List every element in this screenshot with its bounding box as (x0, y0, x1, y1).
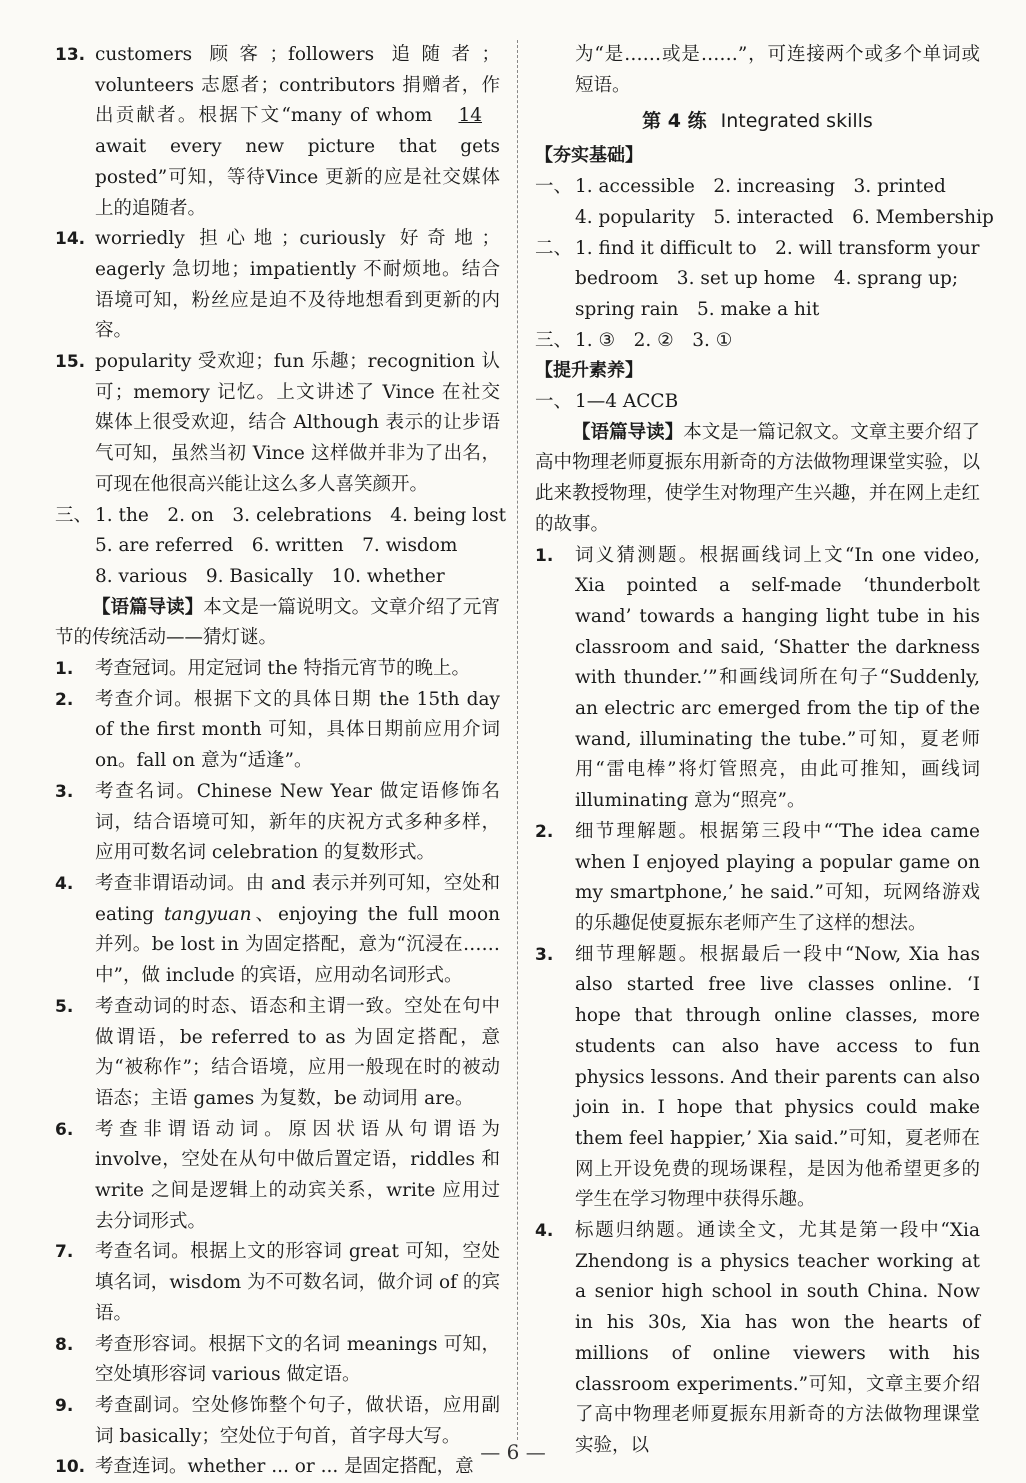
item-number: 13. (55, 45, 86, 65)
item-text: worriedly 担心地；curiously 好奇地；eagerly 急切地；impatiently 不耐烦地。结合语境可知，粉丝应是迫不及待地想看到更新的内容。 (95, 228, 500, 342)
section-label: 三、 (55, 504, 93, 526)
section-label: 二、 (535, 237, 573, 259)
item-text: 考查连词。whether ... or ... 是固定搭配，意 (95, 1456, 474, 1478)
item-text: 考查非谓语动词。由 and 表示并列可知，空处和 eating (95, 872, 500, 925)
item-number: 15. (55, 352, 86, 373)
answers-line: spring rain 5. make a hit (575, 298, 820, 320)
passage-intro (535, 418, 980, 541)
item-text: 考查名词。Chinese New Year 做定语修饰名词，结合语境可知，新年的庆祝方式多种多样，应用可数名词 celebration 的复数形式。 (95, 780, 500, 864)
answers-line: 5. are referred 6. written 7. wisdom (95, 535, 458, 557)
item-text: customers 顾客；followers 追随者；volunteers 志愿者；contributors 捐赠者，作出贡献者。根据下文“many of whom (95, 44, 500, 127)
item-text: 细节理解题。根据第三段中“‘The idea came when I enjoyed playing a popular game on my smartphone,’ he said.”可知，玩网络游戏的乐趣促使夏振东老师产生了这样的想法。 (575, 820, 980, 934)
column-divider (517, 40, 518, 1440)
right-column (535, 40, 994, 1462)
item-number: 2. (55, 689, 74, 710)
passage-intro (55, 593, 500, 654)
answers-line: bedroom 3. set up home 4. sprang up; (575, 268, 959, 290)
section-one-answers (535, 172, 994, 233)
lesson-name: Integrated skills (720, 110, 873, 133)
item-number: 3. (535, 944, 554, 965)
left-column (55, 40, 507, 1483)
section-two-answers (535, 234, 980, 326)
explanation-5 (55, 992, 500, 1115)
item-text: 考查名词。根据上文的形容词 great 可知，空处填名词，wisdom 为不可数名词，做介词 of 的宾语。 (95, 1241, 500, 1324)
answers-line: 8. various 9. Basically 10. whether (95, 565, 445, 587)
item-text: 、enjoying the full moon 并列。be lost in 为固定搭配，意为“沉浸在……中”，做 include 的宾语，应用动名词形式。 (95, 903, 501, 987)
intro-text: 本文是一篇说明文。文章介绍了元宵节的传统活动——猜灯谜。 (55, 596, 500, 649)
answers-line: 1. find it difficult to 2. will transform your (575, 237, 980, 259)
explanation-2 (55, 685, 500, 777)
answers-line: 1. ③ 2. ② 3. ① (575, 329, 733, 351)
item-text: 考查动词的时态、语态和主谓一致。空处在句中做谓语，be referred to as 为固定搭配，意为“被称作”；结合语境，应用一般现在时的被动语态；主语 games 为复数，be 动词用 are。 (95, 995, 500, 1109)
answer-14 (55, 224, 500, 347)
explanation-4 (55, 869, 500, 992)
item-number: 1. (55, 659, 74, 680)
item-number: 7. (55, 1242, 74, 1263)
explanation-1 (535, 541, 980, 817)
explanation-2 (535, 817, 980, 940)
item-text: 标题归纳题。通读全文，尤其是第一段中“Xia Zhendong is a physics teacher working at a senior high school in south China. Now in his 30s, Xia has won the hearts of millions of online viewers with his classroom experiments.”可知，文章主要介绍了高中物理老师夏振东用新奇的方法做物理课堂实验，以 (575, 1220, 980, 1456)
item-number: 5. (55, 996, 74, 1017)
intro-tag: 【语篇导读】 (92, 596, 204, 618)
item-text: 考查冠词。用定冠词 the 特指元宵节的晚上。 (95, 658, 471, 680)
italic-word: tangyuan (163, 903, 252, 925)
item-number: 10. (55, 1457, 86, 1478)
section-three-answers (55, 501, 507, 593)
item-text: 细节理解题。根据最后一段中“Now, Xia has also started free live classes online. ‘I hope that through online classes, more students can also have access to fun physics lessons. And their parents can also join in. I hope that physics could make them feel happier,’ Xia said.”可知，夏老师在网上开设免费的现场课程，是因为他希望更多的学生在学习物理中获得乐趣。 (575, 943, 980, 1211)
item-number: 3. (55, 781, 74, 802)
answer-13 (55, 40, 500, 224)
section-label: 一、 (535, 176, 573, 198)
intro-text: 本文是一篇记叙文。文章主要介绍了高中物理老师夏振东用新奇的方法做物理课堂实验，以此来教授物理，使学生对物理产生兴趣，并在网上走红的故事。 (535, 421, 980, 535)
explanation-1 (55, 654, 500, 685)
item-text: 考查非谓语动词。原因状语从句谓语为 involve，空处在从句中做后置定语，riddles 和 write 之间是逻辑上的动宾关系，write 应用过去分词形式。 (95, 1118, 500, 1232)
lesson-title (535, 103, 980, 139)
answers-line: 1—4 ACCB (575, 391, 679, 413)
item-number: 4. (535, 1221, 554, 1242)
section-four-answers (535, 387, 980, 418)
item-text: 词义猜测题。根据画线词上文“In one video, Xia pointed a self-made ‘thunderbolt wand’ towards a hanging light tube in his classroom and said, ‘Shatter the darkness with thunder.’”和画线词所在句子“Suddenly, an electric arc emerged from the tip of the wand, illuminating the tube.”可知，夏老师用“雷电棒”将灯管照亮，由此可推知，画线词illuminating 意为“照亮”。 (575, 544, 980, 812)
item-text: 考查形容词。根据下文的名词 meanings 可知，空处填形容词 various 做定语。 (95, 1333, 500, 1386)
intro-tag: 【语篇导读】 (572, 421, 684, 443)
explanation-4 (535, 1216, 980, 1462)
section-label: 三、 (535, 329, 573, 351)
item-number: 9. (55, 1395, 74, 1416)
blank-number: 14 (458, 105, 482, 127)
section-three-answers (535, 326, 980, 357)
item-number: 2. (535, 821, 554, 842)
item-number: 1. (535, 545, 554, 566)
explanation-8 (55, 1330, 500, 1391)
section-heading-foundation: 【夯实基础】 (535, 145, 643, 167)
item-number: 4. (55, 873, 74, 894)
explanation-7 (55, 1237, 500, 1329)
section-label: 一、 (535, 391, 573, 413)
item-text: popularity 受欢迎；fun 乐趣；recognition 认可；memory 记忆。上文讲述了 Vince 在社交媒体上很受欢迎，结合 Although 表示的让步语气可知，虽然当初 Vince 这样做并非为了出名，可现在他很高兴能让这么多人喜笑颜开。 (95, 351, 500, 495)
answers-line: 4. popularity 5. interacted 6. Membership (575, 206, 994, 228)
item-text: await every new picture that gets posted”可知，等待Vince 更新的应是社交媒体上的追随者。 (95, 136, 500, 219)
answers-line: 1. the 2. on 3. celebrations 4. being lost (95, 504, 507, 526)
explanation-6 (55, 1115, 500, 1238)
item-number: 8. (55, 1334, 74, 1355)
item-number: 14. (55, 229, 86, 250)
item-text: 考查副词。空处修饰整个句子，做状语，应用副词 basically；空处位于句首，首字母大写。 (95, 1394, 500, 1447)
lesson-number: 第 4 练 (642, 110, 707, 133)
item-number: 6. (55, 1119, 74, 1140)
explanation-3 (55, 777, 500, 869)
section-heading-improve: 【提升素养】 (535, 360, 643, 382)
answer-15 (55, 347, 500, 501)
continued-text: 为“是……或是……”，可连接两个或多个单词或短语。 (575, 44, 980, 96)
item-text: 考查介词。根据下文的具体日期 the 15th day of the first month 可知，具体日期前应用介词on。fall on 意为“适逢”。 (95, 688, 500, 772)
page-number: — 6 — (480, 1440, 546, 1464)
explanation-3 (535, 940, 980, 1216)
answers-line: 1. accessible 2. increasing 3. printed (575, 176, 946, 198)
